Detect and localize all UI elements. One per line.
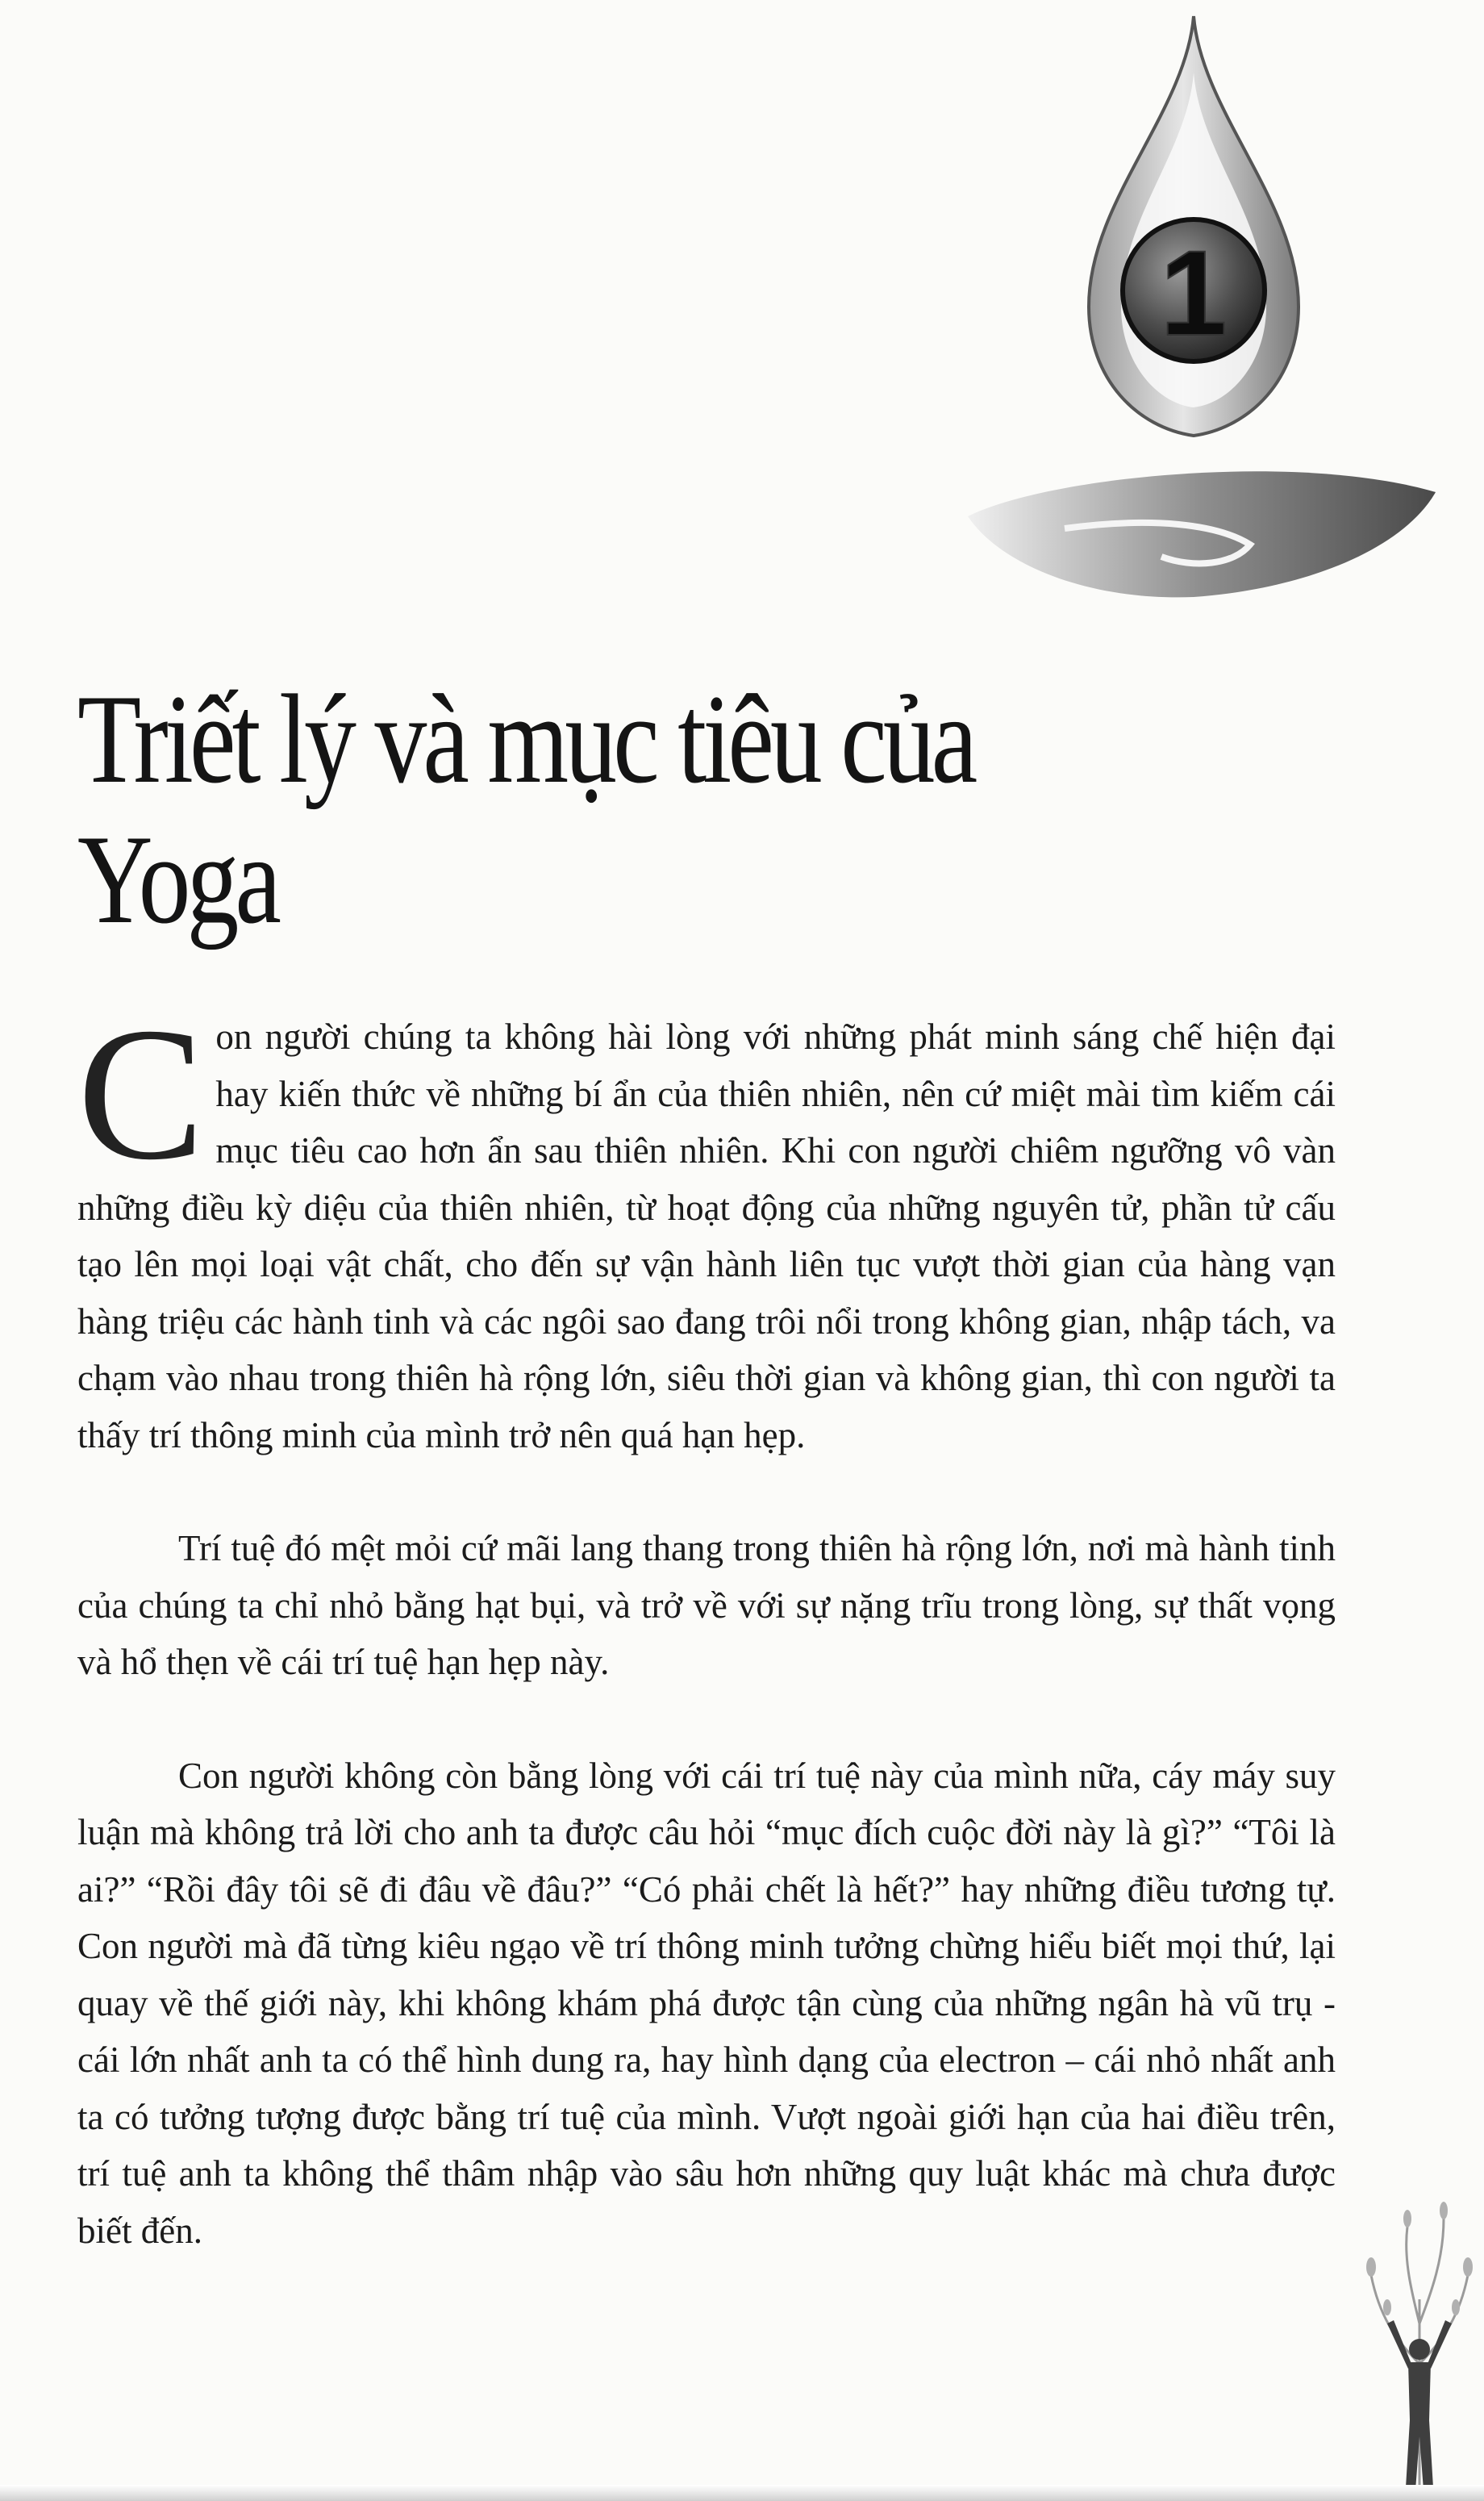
paragraph-2: Trí tuệ đó mệt mỏi cứ mãi lang thang trong thiên hà rộng lớn, nơi mà hành tinh của chúng ta chỉ nhỏ bằng hạt bụi, và trở về với sự nặng trĩu trong lòng, sự thất vọng và hổ thẹn về cái trí tuệ hạn hẹp này. — [77, 1528, 1336, 1682]
leaf-base — [968, 471, 1436, 597]
water-drop-chapter-ornament — [952, 0, 1452, 645]
chapter-number: 1 — [1160, 225, 1228, 361]
page-bottom-edge — [0, 2485, 1484, 2501]
drop-cap-letter: C — [77, 989, 205, 1200]
paragraph-1-text: on người chúng ta không hài lòng với những phát minh sáng chế hiện đại hay kiến thức về những bí ẩn của thiên nhiên, nên cứ miệt mài tìm kiếm cái mục tiêu cao hơn ẩn sau thiên nhiên. Khi con người chiêm ngưỡng vô vàn những điều kỳ diệu của thiên nhiên, từ hoạt động của những nguyên tử, phần tử cấu tạo lên mọi loại vật chất, cho đến sự vận hành liên tục vượt thời gian của hàng vạn hàng triệu các hành tinh và các ngôi sao đang trôi nổi trong không gian, nhập tách, va chạm vào nhau trong thiên hà rộng lớn, siêu thời gian và không gian, thì con người ta thấy trí thông minh của mình trở nên quá hạn hẹp. — [77, 1017, 1336, 1455]
yoga-tree-illustration — [1331, 2178, 1484, 2501]
chapter-title: Triết lý và mục tiêu của Yoga — [77, 669, 974, 950]
paragraph-3: Con người không còn bằng lòng với cái trí tuệ này của mình nữa, cáy máy suy luận mà không trả lời cho anh ta được câu hỏi “mục đích cuộc đời này là gì?” “Tôi là ai?” “Rồi đây tôi sẽ đi đâu về đâu?” “Có phải chết là hết?” hay những điều tương tự. Con người mà đã từng kiêu ngạo về trí thông minh tưởng chừng hiểu biết mọi thứ, lại quay về thế giới này, khi không khám phá được tận cùng của những ngân hà vũ trụ - cái lớn nhất anh ta có thể hình dung ra, hay hình dạng của electron – cái nhỏ nhất anh ta có tưởng tượng được bằng trí tuệ của mình. Vượt ngoài giới hạn của hai điều trên, trí tuệ anh ta không thể thâm nhập vào sâu hơn những quy luật khác mà chưa được biết đến. — [77, 1755, 1336, 2251]
paragraph-1 — [77, 989, 1336, 1463]
chapter-body — [77, 989, 1336, 2259]
